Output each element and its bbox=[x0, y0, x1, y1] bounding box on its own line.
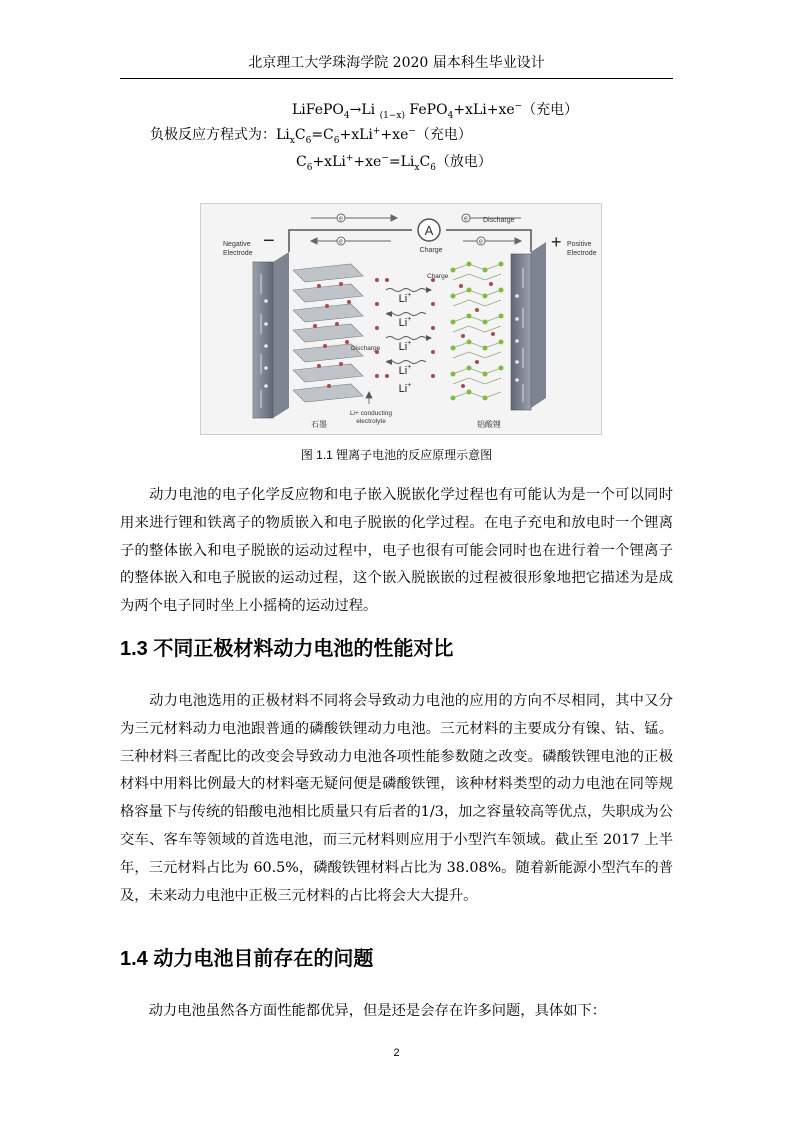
positive-electrode-label-2: Electrode bbox=[567, 250, 597, 257]
cathode-atoms bbox=[451, 262, 504, 401]
charge-mid-label: Charge bbox=[427, 273, 449, 280]
header-rule bbox=[120, 78, 673, 79]
charge-top-label: Charge bbox=[419, 247, 443, 254]
negative-electrode-label-1: Negative bbox=[223, 241, 251, 248]
svg-text:Li+: Li+ bbox=[398, 292, 412, 305]
ammeter-icon bbox=[418, 219, 440, 241]
svg-text:A: A bbox=[424, 223, 434, 238]
electrolyte-label-1: Li+ conducting bbox=[349, 410, 393, 417]
electrolyte-label-2: electrolyte bbox=[356, 418, 386, 425]
positive-electrode bbox=[511, 242, 546, 410]
svg-text:Li+: Li+ bbox=[398, 316, 412, 329]
svg-text:e: e bbox=[479, 238, 483, 246]
svg-text:e: e bbox=[339, 238, 343, 246]
electrolyte-pointer bbox=[366, 392, 372, 404]
cathode-lattice bbox=[453, 264, 501, 398]
positive-sign: + bbox=[551, 232, 562, 252]
negative-charge-equation: 负极反应方程式为：$Li_xC_6=C_6+xLi^++xe^-$（充电） bbox=[150, 126, 472, 146]
graphite-layers bbox=[293, 264, 363, 402]
paragraph-cathode-materials: 动力电池选用的正极材料不同将会导致动力电池的应用的方向不尽相同，其中又分为三元材料动力电池跟普通的磷酸铁锂动力电池。三元材料的主要成分有镍、钴、锰。三种材料三者配比的改变会导致动力电池各项性能参数随之改变。磷酸铁锂电池的正极材料中用料比例最大的材料毫无疑问便是磷酸铁锂，该种材料类型的动力电池在同等规格容量下与传统的铅酸电池相比质量只有后者的1/3，加之容量较高等优点，失职成为公交车、客车等领域的首选电池，而三元材料则应用于小型汽车领域。截止至 2017 上半年，三元材料占比为 60.5%，磷酸铁锂材料占比为 38.08%。随着新能源小型汽车的普及，未来动力电池中正极三元材料的占比将会大大提升。 bbox=[120, 693, 674, 904]
page-number: 2 bbox=[393, 1047, 400, 1059]
battery-diagram bbox=[200, 203, 602, 435]
figure-caption: 图 1.1 锂离子电池的反应原理示意图 bbox=[300, 448, 493, 462]
negative-discharge-equation: $C_6+xLi^++xe^-=Li_xC_6$（放电） bbox=[296, 153, 492, 173]
svg-text:Li+: Li+ bbox=[398, 364, 412, 377]
discharge-mid-label: Discharge bbox=[351, 345, 381, 352]
svg-text:e: e bbox=[464, 215, 468, 223]
svg-text:Li+: Li+ bbox=[398, 382, 412, 395]
negative-electrode-label-2: Electrode bbox=[223, 250, 253, 257]
svg-text:Li+: Li+ bbox=[398, 340, 412, 353]
running-header: 北京理工大学珠海学院 2020 届本科生毕业设计 bbox=[248, 55, 545, 71]
svg-text:e: e bbox=[339, 215, 343, 223]
negative-electrode bbox=[253, 252, 289, 418]
paragraph-rocking-chair: 动力电池的电子化学反应物和电子嵌入脱嵌化学过程也有可能认为是一个可以同时用来进行锂和铁离子的物质嵌入和电子脱嵌的化学过程。在电子充电和放电时一个锂离子的整体嵌入和电子脱嵌的运动过程中，电子也很有可能会同时也在进行着一个锂离子的整体嵌入和电子脱嵌的运动过程，这个嵌入脱嵌嵌的过程被很形象地把它描述为是成为两个电子同时坐上小摇椅的运动过程。 bbox=[120, 487, 674, 615]
section-heading-1-3: 1.3 不同正极材料动力电池的性能对比 bbox=[120, 638, 454, 660]
negative-sign: − bbox=[263, 230, 275, 252]
positive-electrode-label-1: Positive bbox=[567, 241, 592, 248]
section-heading-1-4: 1.4 动力电池目前存在的问题 bbox=[120, 948, 374, 970]
li-ion-labels bbox=[399, 292, 412, 395]
cathode-material-label: 铝酸锂 bbox=[477, 420, 501, 429]
anode-material-label: 石墨 bbox=[311, 420, 327, 429]
paragraph-problems-intro: 动力电池虽然各方面性能都优异，但是还是会存在许多问题，具体如下： bbox=[148, 1003, 607, 1019]
discharge-top-label: Discharge bbox=[483, 217, 515, 224]
positive-charge-equation: LiFePO$_4$→Li $_{(1-x)}$ FePO$_4$+xLi+xe−（充电） bbox=[292, 101, 579, 121]
